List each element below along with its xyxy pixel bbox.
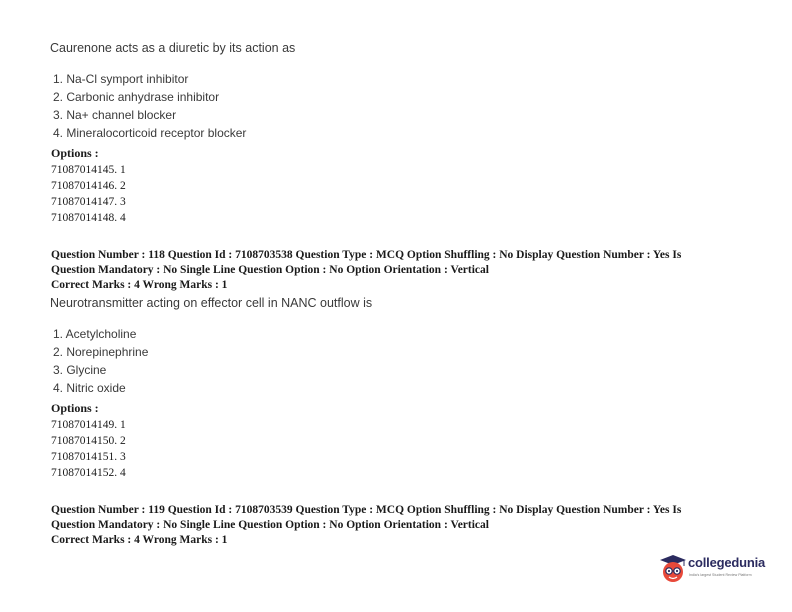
choice-item: 3. Glycine [53, 363, 107, 377]
option-id: 71087014146. 2 [51, 180, 126, 192]
question-header-line: Correct Marks : 4 Wrong Marks : 1 [51, 534, 228, 546]
option-id: 71087014150. 2 [51, 435, 126, 447]
choice-item: 3. Na+ channel blocker [53, 108, 177, 122]
question-header-line: Question Mandatory : No Single Line Question Option : No Option Orientation : Vertical [51, 264, 489, 276]
options-label: Options : [51, 401, 99, 415]
options-label: Options : [51, 146, 99, 160]
student-mascot-icon [658, 554, 688, 584]
question-header-line: Question Number : 118 Question Id : 7108703538 Question Type : MCQ Option Shuffling : No Display Question Number : Yes Is [51, 249, 682, 261]
choice-item: 4. Mineralocorticoid receptor blocker [53, 126, 247, 140]
question-header-line: Question Mandatory : No Single Line Question Option : No Option Orientation : Vertical [51, 519, 489, 531]
collegedunia-logo [658, 552, 768, 588]
option-id: 71087014147. 3 [51, 196, 126, 208]
question-118-text: Neurotransmitter acting on effector cell in NANC outflow is [50, 296, 373, 310]
logo-tagline: India's largest Student Review Platform [689, 573, 752, 577]
question-117-option-ids [51, 162, 126, 226]
option-id: 71087014148. 4 [51, 212, 126, 224]
question-117-choices [53, 70, 246, 142]
question-117-text: Caurenone acts as a diuretic by its action as [50, 41, 296, 55]
option-id: 71087014152. 4 [51, 467, 126, 479]
question-119-header [51, 503, 741, 548]
option-id: 71087014145. 1 [51, 164, 126, 176]
choice-item: 4. Nitric oxide [53, 381, 126, 395]
option-id: 71087014149. 1 [51, 419, 126, 431]
choice-item: 2. Carbonic anhydrase inhibitor [53, 90, 220, 104]
choice-item: 2. Norepinephrine [53, 345, 149, 359]
question-118-choices [53, 325, 148, 397]
option-id: 71087014151. 3 [51, 451, 126, 463]
logo-wordmark: collegedunia [688, 555, 766, 570]
question-118-option-ids [51, 417, 126, 481]
question-header-line: Correct Marks : 4 Wrong Marks : 1 [51, 279, 228, 291]
question-118-header [51, 248, 741, 293]
choice-item: 1. Na-Cl symport inhibitor [53, 72, 189, 86]
question-header-line: Question Number : 119 Question Id : 7108703539 Question Type : MCQ Option Shuffling : No Display Question Number : Yes Is [51, 504, 682, 516]
choice-item: 1. Acetylcholine [53, 327, 137, 341]
